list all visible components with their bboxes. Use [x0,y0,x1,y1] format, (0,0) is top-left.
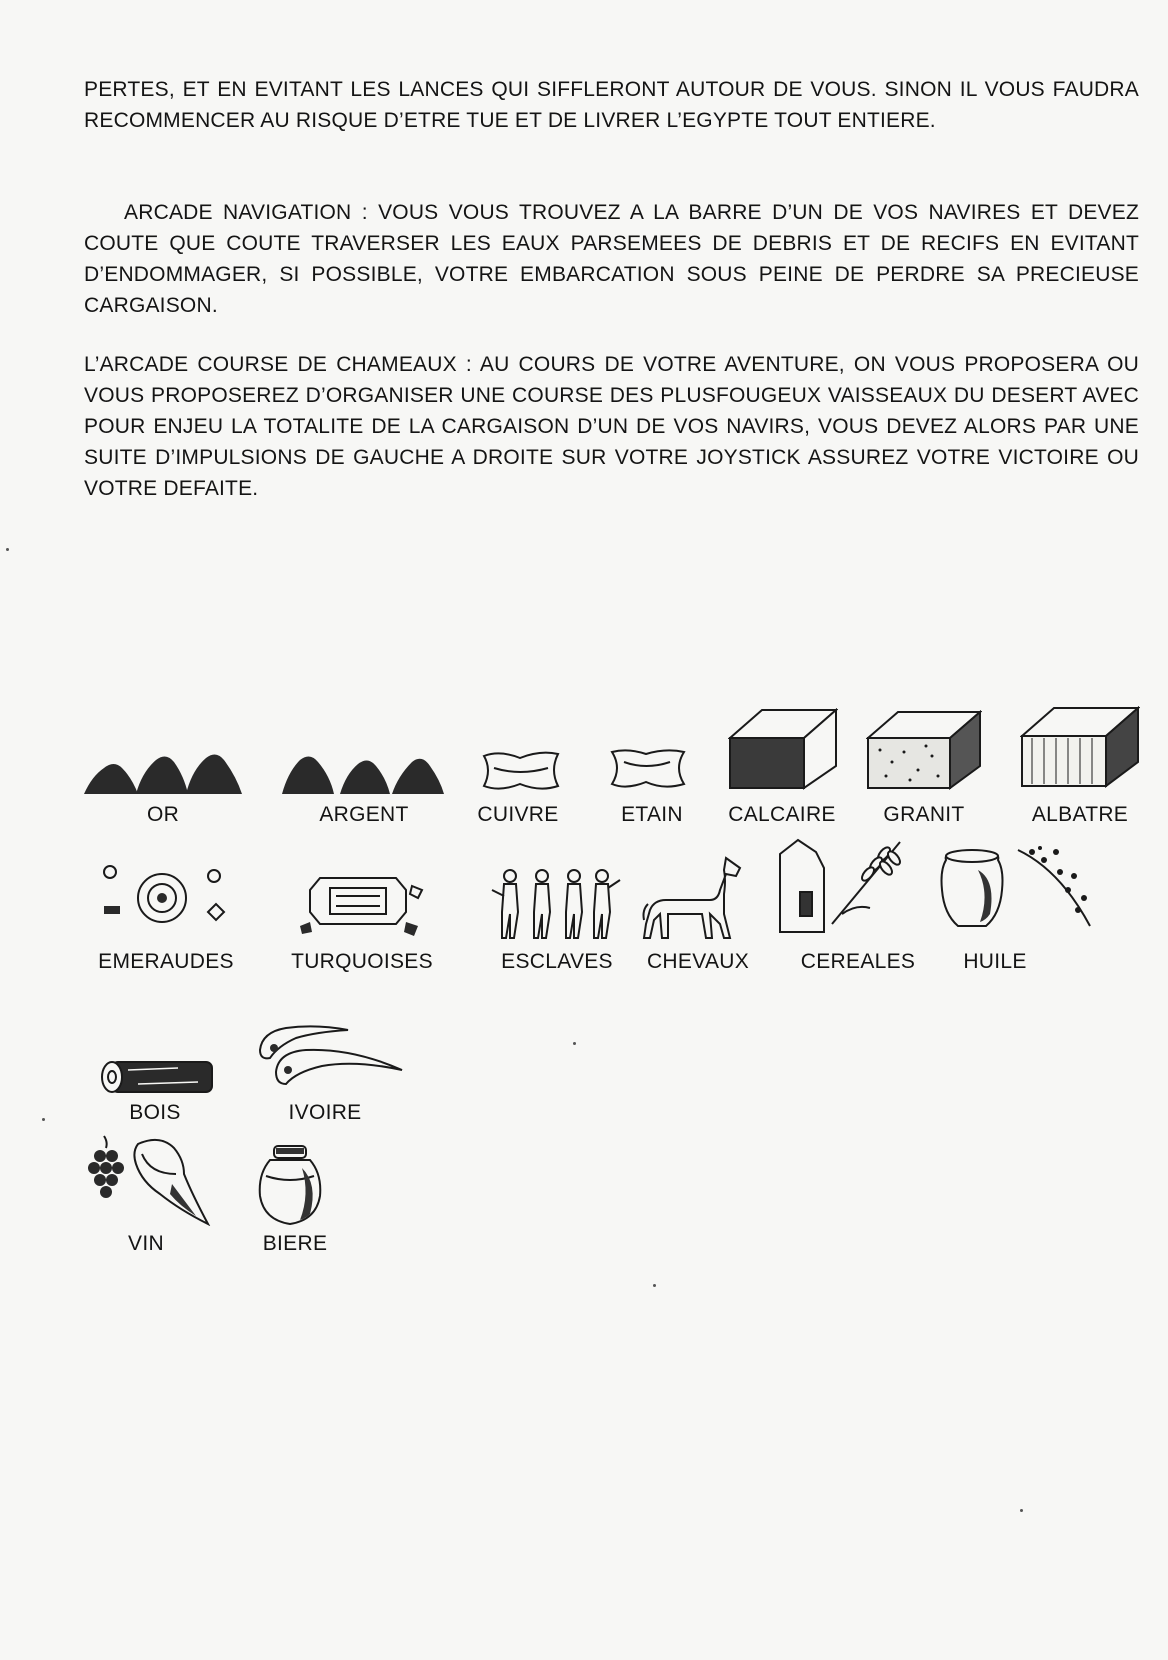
cereals-sack-wheat-icon [772,834,932,938]
granite-block-icon [866,710,982,790]
paragraph-arcade-navigation: ARCADE NAVIGATION : VOUS VOUS TROUVEZ A LA BARRE D’UN DE VOS NAVIRES ET DEVEZ COUTE QUE COUTE TRAVERSER LES EAUX PARSEMEES DE DEBRIS ET DE RECIFS EN EVITANT D’ENDOMMAGER, SI POSSIBLE, VOTRE EMBARCATION SOUS PEINE DE PERDRE SA PRECIEUSE CARGAISON. [84,201,1139,317]
good-label-albatre: ALBATRE [1031,803,1129,826]
wood-log-icon [98,1056,216,1098]
beer-jar-icon [258,1144,322,1226]
turquoises-icon [296,866,428,938]
alabaster-block-icon [1020,706,1140,788]
scan-speck [6,548,9,551]
scan-speck [1020,1509,1023,1512]
limestone-block-icon [728,708,838,790]
scan-speck [42,1118,45,1121]
ivory-tusks-icon [256,1024,404,1090]
good-label-huile: HUILE [963,950,1027,973]
good-label-calcaire: CALCAIRE [728,803,836,826]
good-label-cereales: CEREALES [800,950,916,973]
paragraph-intro: PERTES, ET EN EVITANT LES LANCES QUI SIFFLERONT AUTOUR DE VOUS. SINON IL VOUS FAUDRA RECOMMENCER AU RISQUE D’ETRE TUE ET DE LIVRER L’EGYPTE TOUT ENTIERE. [84,78,1139,132]
paragraph-arcade-camel-race: L’ARCADE COURSE DE CHAMEAUX : AU COURS DE VOTRE AVENTURE, ON VOUS PROPOSERA OU VOUS PROPOSEREZ D’ORGANISER UNE COURSE DES PLUSFOUGEUX VAISSEAUX DU DESERT AVEC POUR ENJEU LA TOTALITE DE LA CARGAISON D’UN DE VOS NAVIRS, VOUS DEVEZ ALORS PAR UNE SUITE D’IMPULSIONS DE GAUCHE A DROITE SUR VOTRE JOYSTICK ASSUREZ VOTRE VICTOIRE OU VOTRE DEFAITE. [84,353,1139,500]
good-label-granit: GRANIT [883,803,965,826]
good-label-bois: BOIS [129,1101,181,1124]
good-label-or: OR [146,803,180,826]
good-label-cuivre: CUIVRE [477,803,559,826]
good-label-esclaves: ESCLAVES [501,950,613,973]
good-label-biere: BIERE [262,1232,328,1255]
good-label-argent: ARGENT [319,803,409,826]
good-label-ivoire: IVOIRE [288,1101,362,1124]
good-label-emeraudes: EMERAUDES [98,950,234,973]
copper-ingot-icon [480,748,562,793]
wine-grapes-amphora-icon [80,1134,212,1226]
tin-ingot-icon [608,746,688,791]
emeralds-icon [100,862,230,932]
good-label-vin: VIN [128,1232,164,1255]
oil-jar-olive-branch-icon [940,840,1110,940]
silver-piles-icon [280,746,445,796]
horse-icon [640,854,744,942]
good-label-turquoises: TURQUOISES [291,950,433,973]
slaves-figures-icon [490,868,622,940]
gold-piles-icon [82,746,244,796]
scan-speck [573,1042,576,1045]
good-label-chevaux: CHEVAUX [646,950,750,973]
good-label-etain: ETAIN [621,803,683,826]
scan-speck [653,1284,656,1287]
